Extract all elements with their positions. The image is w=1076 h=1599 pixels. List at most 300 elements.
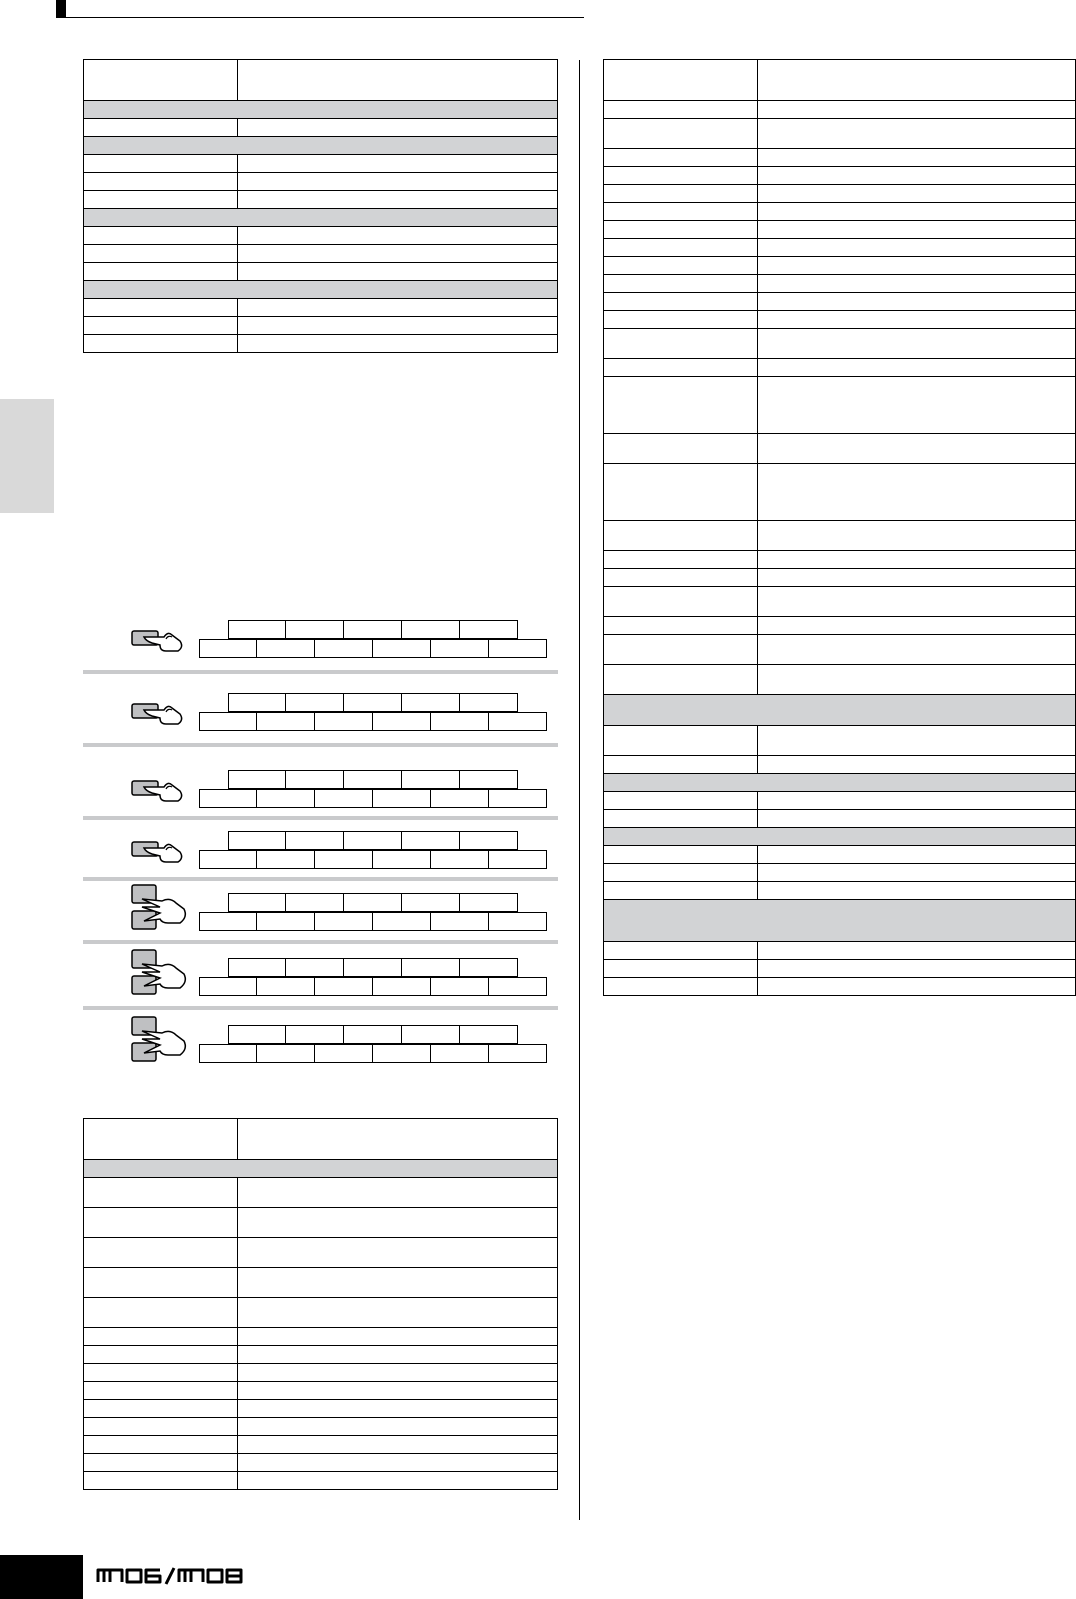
table-row xyxy=(604,239,1076,257)
description-cell xyxy=(758,978,1076,996)
section-cell xyxy=(84,209,558,227)
lower-key xyxy=(315,789,373,808)
parameter-cell xyxy=(84,119,238,137)
parameter-cell xyxy=(84,191,238,209)
parameter-cell xyxy=(84,1418,238,1436)
table-row xyxy=(604,551,1076,569)
diagram-separator xyxy=(83,877,558,881)
description-cell xyxy=(238,1454,558,1472)
description-cell xyxy=(758,377,1076,434)
diagram-separator xyxy=(83,1006,558,1010)
upper-key-row xyxy=(228,620,518,639)
upper-key xyxy=(286,958,344,977)
table-row xyxy=(604,756,1076,774)
lower-key xyxy=(489,789,547,808)
table-row xyxy=(604,960,1076,978)
upper-key xyxy=(228,1025,286,1044)
description-cell xyxy=(758,275,1076,293)
lower-key xyxy=(257,912,315,931)
table-row xyxy=(84,1328,558,1346)
section-row xyxy=(84,1160,558,1178)
description-cell xyxy=(758,521,1076,551)
description-cell xyxy=(758,864,1076,882)
upper-key xyxy=(286,693,344,712)
description-cell xyxy=(758,846,1076,864)
upper-key xyxy=(344,770,402,789)
description-cell xyxy=(758,810,1076,828)
description-cell xyxy=(238,1238,558,1268)
parameter-cell xyxy=(604,149,758,167)
description-cell xyxy=(758,635,1076,665)
lower-key xyxy=(489,850,547,869)
description-cell xyxy=(758,239,1076,257)
description-cell xyxy=(758,756,1076,774)
table-row xyxy=(84,245,558,263)
upper-key xyxy=(286,893,344,912)
table-row xyxy=(84,1418,558,1436)
lower-key xyxy=(431,850,489,869)
parameter-cell xyxy=(604,221,758,239)
description-cell xyxy=(758,221,1076,239)
table-row xyxy=(604,617,1076,635)
description-cell xyxy=(238,60,558,101)
upper-key xyxy=(344,958,402,977)
description-cell xyxy=(238,1418,558,1436)
parameter-cell xyxy=(604,101,758,119)
upper-key xyxy=(286,1025,344,1044)
parameter-cell xyxy=(84,1178,238,1208)
table-row xyxy=(84,1298,558,1328)
table-row xyxy=(84,1382,558,1400)
lower-key xyxy=(257,789,315,808)
upper-key-row xyxy=(228,958,518,977)
brand-logo xyxy=(96,1564,251,1591)
hand-double-press-icon xyxy=(130,1015,190,1070)
lower-key xyxy=(431,789,489,808)
upper-key-row xyxy=(228,893,518,912)
upper-key-row xyxy=(228,770,518,789)
upper-key xyxy=(228,893,286,912)
table-row xyxy=(604,185,1076,203)
description-cell xyxy=(238,299,558,317)
table-row xyxy=(604,167,1076,185)
header-rule xyxy=(66,17,584,18)
parameter-cell xyxy=(84,1238,238,1268)
table-row xyxy=(84,263,558,281)
table-row xyxy=(604,119,1076,149)
parameter-cell xyxy=(604,185,758,203)
lower-key-row xyxy=(199,912,547,931)
lower-key xyxy=(315,712,373,731)
description-cell xyxy=(758,311,1076,329)
upper-key xyxy=(228,620,286,639)
parameter-cell xyxy=(604,521,758,551)
parameter-cell xyxy=(604,960,758,978)
parameter-cell xyxy=(84,263,238,281)
upper-key xyxy=(402,893,460,912)
parameter-cell xyxy=(84,1119,238,1160)
upper-key xyxy=(460,1025,518,1044)
description-cell xyxy=(758,587,1076,617)
parameter-cell xyxy=(604,551,758,569)
lower-key xyxy=(199,977,257,996)
parameter-cell xyxy=(84,1298,238,1328)
lower-key xyxy=(257,712,315,731)
lower-key xyxy=(431,912,489,931)
upper-key xyxy=(460,893,518,912)
parameter-cell xyxy=(84,317,238,335)
parameter-cell xyxy=(84,227,238,245)
table-row xyxy=(604,569,1076,587)
upper-key xyxy=(286,831,344,850)
description-cell xyxy=(758,665,1076,695)
upper-key xyxy=(286,770,344,789)
section-cell xyxy=(84,101,558,119)
parameter-cell xyxy=(84,1454,238,1472)
lower-key xyxy=(431,639,489,658)
section-row xyxy=(604,695,1076,726)
table-row xyxy=(604,726,1076,756)
description-cell xyxy=(238,1298,558,1328)
description-cell xyxy=(238,1208,558,1238)
parameter-cell xyxy=(84,1400,238,1418)
hand-press-icon xyxy=(130,698,190,733)
hand-double-press-icon xyxy=(130,883,190,938)
parameter-cell xyxy=(84,1472,238,1490)
description-cell xyxy=(238,335,558,353)
description-cell xyxy=(238,173,558,191)
upper-key xyxy=(460,620,518,639)
parameter-cell xyxy=(604,311,758,329)
parameter-cell xyxy=(604,617,758,635)
parameter-cell xyxy=(604,810,758,828)
description-cell xyxy=(758,434,1076,464)
lower-key xyxy=(373,1044,431,1063)
description-cell xyxy=(758,119,1076,149)
section-cell xyxy=(84,281,558,299)
parameter-cell xyxy=(604,864,758,882)
table-row xyxy=(604,149,1076,167)
parameter-cell xyxy=(604,665,758,695)
table-row xyxy=(604,275,1076,293)
table-row xyxy=(604,257,1076,275)
upper-key xyxy=(344,1025,402,1044)
table-row xyxy=(84,1472,558,1490)
description-cell xyxy=(758,882,1076,900)
description-cell xyxy=(758,569,1076,587)
parameter-table-left-bottom xyxy=(83,1118,558,1490)
diagram-separator xyxy=(83,816,558,820)
section-row xyxy=(604,900,1076,942)
parameter-cell xyxy=(604,377,758,434)
upper-key xyxy=(344,620,402,639)
table-row xyxy=(84,227,558,245)
table-row xyxy=(604,635,1076,665)
description-cell xyxy=(238,1436,558,1454)
table-row xyxy=(604,587,1076,617)
footer-block xyxy=(0,1555,83,1599)
parameter-cell xyxy=(84,155,238,173)
upper-key-row xyxy=(228,693,518,712)
table-row xyxy=(84,299,558,317)
lower-key xyxy=(373,789,431,808)
upper-key xyxy=(344,831,402,850)
parameter-table-left-top xyxy=(83,59,558,353)
parameter-cell xyxy=(604,726,758,756)
upper-key xyxy=(402,831,460,850)
section-cell xyxy=(84,137,558,155)
header-row xyxy=(84,1119,558,1160)
table-row xyxy=(604,293,1076,311)
table-row xyxy=(84,1268,558,1298)
lower-key xyxy=(373,639,431,658)
table-row xyxy=(604,359,1076,377)
description-cell xyxy=(238,263,558,281)
upper-key xyxy=(344,693,402,712)
table-row xyxy=(604,311,1076,329)
table-row xyxy=(604,434,1076,464)
lower-key xyxy=(315,1044,373,1063)
description-cell xyxy=(238,1119,558,1160)
table-row xyxy=(604,882,1076,900)
upper-key xyxy=(228,693,286,712)
description-cell xyxy=(238,227,558,245)
lower-key-row xyxy=(199,712,547,731)
table-row xyxy=(84,317,558,335)
lower-key xyxy=(315,977,373,996)
hand-double-press-icon xyxy=(130,948,190,1003)
parameter-cell xyxy=(84,60,238,101)
table-row xyxy=(604,221,1076,239)
upper-key xyxy=(402,620,460,639)
table-row xyxy=(604,792,1076,810)
lower-key xyxy=(257,639,315,658)
lower-key-row xyxy=(199,977,547,996)
parameter-cell xyxy=(84,245,238,263)
section-cell xyxy=(604,828,1076,846)
header-row xyxy=(84,60,558,101)
parameter-cell xyxy=(604,464,758,521)
hand-press-icon xyxy=(130,836,190,871)
upper-key xyxy=(286,620,344,639)
parameter-cell xyxy=(604,119,758,149)
section-cell xyxy=(604,900,1076,942)
lower-key-row xyxy=(199,850,547,869)
parameter-cell xyxy=(84,1436,238,1454)
description-cell xyxy=(238,1328,558,1346)
section-row xyxy=(84,281,558,299)
table-row xyxy=(84,1454,558,1472)
table-row xyxy=(84,1238,558,1268)
upper-key xyxy=(228,958,286,977)
description-cell xyxy=(238,245,558,263)
table-row xyxy=(84,1436,558,1454)
section-row xyxy=(84,209,558,227)
parameter-cell xyxy=(604,329,758,359)
description-cell xyxy=(238,119,558,137)
lower-key xyxy=(315,850,373,869)
parameter-cell xyxy=(604,846,758,864)
parameter-cell xyxy=(604,293,758,311)
table-row xyxy=(604,942,1076,960)
description-cell xyxy=(758,149,1076,167)
upper-key xyxy=(460,693,518,712)
parameter-cell xyxy=(604,434,758,464)
table-row xyxy=(604,665,1076,695)
hand-press-icon xyxy=(130,775,190,810)
upper-key xyxy=(402,958,460,977)
table-row xyxy=(604,203,1076,221)
parameter-cell xyxy=(84,299,238,317)
lower-key xyxy=(489,977,547,996)
parameter-cell xyxy=(604,203,758,221)
parameter-cell xyxy=(604,569,758,587)
description-cell xyxy=(238,1472,558,1490)
table-row xyxy=(604,329,1076,359)
table-row xyxy=(604,864,1076,882)
parameter-cell xyxy=(604,978,758,996)
lower-key xyxy=(489,1044,547,1063)
description-cell xyxy=(758,185,1076,203)
lower-key xyxy=(373,712,431,731)
description-cell xyxy=(758,293,1076,311)
lower-key xyxy=(489,712,547,731)
table-row xyxy=(604,846,1076,864)
table-row xyxy=(84,1208,558,1238)
description-cell xyxy=(758,617,1076,635)
parameter-cell xyxy=(84,1364,238,1382)
table-row xyxy=(84,119,558,137)
description-cell xyxy=(758,101,1076,119)
parameter-table-right xyxy=(603,59,1076,996)
parameter-cell xyxy=(604,635,758,665)
parameter-cell xyxy=(604,239,758,257)
lower-key xyxy=(431,1044,489,1063)
side-tab xyxy=(0,399,54,513)
description-cell xyxy=(758,257,1076,275)
description-cell xyxy=(758,60,1076,101)
parameter-cell xyxy=(604,756,758,774)
parameter-cell xyxy=(604,275,758,293)
parameter-cell xyxy=(604,942,758,960)
description-cell xyxy=(238,1268,558,1298)
lower-key xyxy=(373,850,431,869)
parameter-cell xyxy=(604,882,758,900)
description-cell xyxy=(758,329,1076,359)
upper-key-row xyxy=(228,1025,518,1044)
description-cell xyxy=(238,1400,558,1418)
lower-key-row xyxy=(199,639,547,658)
upper-key xyxy=(228,770,286,789)
description-cell xyxy=(758,942,1076,960)
description-cell xyxy=(758,726,1076,756)
section-cell xyxy=(604,695,1076,726)
parameter-cell xyxy=(604,167,758,185)
lower-key xyxy=(489,639,547,658)
description-cell xyxy=(758,359,1076,377)
lower-key xyxy=(199,1044,257,1063)
lower-key xyxy=(257,1044,315,1063)
lower-key xyxy=(489,912,547,931)
description-cell xyxy=(238,317,558,335)
diagram-separator xyxy=(83,743,558,747)
description-cell xyxy=(238,1346,558,1364)
column-divider xyxy=(579,60,580,1520)
lower-key xyxy=(257,977,315,996)
lower-key xyxy=(199,789,257,808)
upper-key xyxy=(402,693,460,712)
description-cell xyxy=(238,1364,558,1382)
parameter-cell xyxy=(604,60,758,101)
lower-key xyxy=(257,850,315,869)
parameter-cell xyxy=(604,792,758,810)
parameter-cell xyxy=(84,335,238,353)
table-row xyxy=(604,101,1076,119)
parameter-cell xyxy=(84,1382,238,1400)
lower-key xyxy=(431,977,489,996)
section-row xyxy=(604,828,1076,846)
table-row xyxy=(84,1178,558,1208)
description-cell xyxy=(238,1382,558,1400)
lower-key-row xyxy=(199,789,547,808)
section-row xyxy=(604,774,1076,792)
section-row xyxy=(84,101,558,119)
diagram-separator xyxy=(83,670,558,674)
header-marker xyxy=(56,0,66,18)
table-row xyxy=(604,810,1076,828)
lower-key xyxy=(315,912,373,931)
diagram-separator xyxy=(83,940,558,944)
upper-key-row xyxy=(228,831,518,850)
lower-key xyxy=(199,912,257,931)
upper-key xyxy=(460,958,518,977)
parameter-cell xyxy=(84,173,238,191)
parameter-cell xyxy=(84,1268,238,1298)
table-row xyxy=(84,335,558,353)
table-row xyxy=(84,1364,558,1382)
upper-key xyxy=(228,831,286,850)
description-cell xyxy=(758,167,1076,185)
description-cell xyxy=(238,155,558,173)
lower-key xyxy=(199,639,257,658)
lower-key xyxy=(199,712,257,731)
upper-key xyxy=(402,1025,460,1044)
lower-key xyxy=(373,912,431,931)
lower-key xyxy=(315,639,373,658)
header-row xyxy=(604,60,1076,101)
table-row xyxy=(84,191,558,209)
lower-key xyxy=(199,850,257,869)
table-row xyxy=(604,978,1076,996)
description-cell xyxy=(758,792,1076,810)
parameter-cell xyxy=(604,587,758,617)
section-cell xyxy=(84,1160,558,1178)
lower-key xyxy=(373,977,431,996)
section-cell xyxy=(604,774,1076,792)
parameter-cell xyxy=(604,359,758,377)
table-row xyxy=(604,464,1076,521)
upper-key xyxy=(344,893,402,912)
lower-key-row xyxy=(199,1044,547,1063)
description-cell xyxy=(238,1178,558,1208)
section-row xyxy=(84,137,558,155)
description-cell xyxy=(758,464,1076,521)
parameter-cell xyxy=(604,257,758,275)
table-row xyxy=(84,1400,558,1418)
table-row xyxy=(604,521,1076,551)
table-row xyxy=(604,377,1076,434)
upper-key xyxy=(460,831,518,850)
